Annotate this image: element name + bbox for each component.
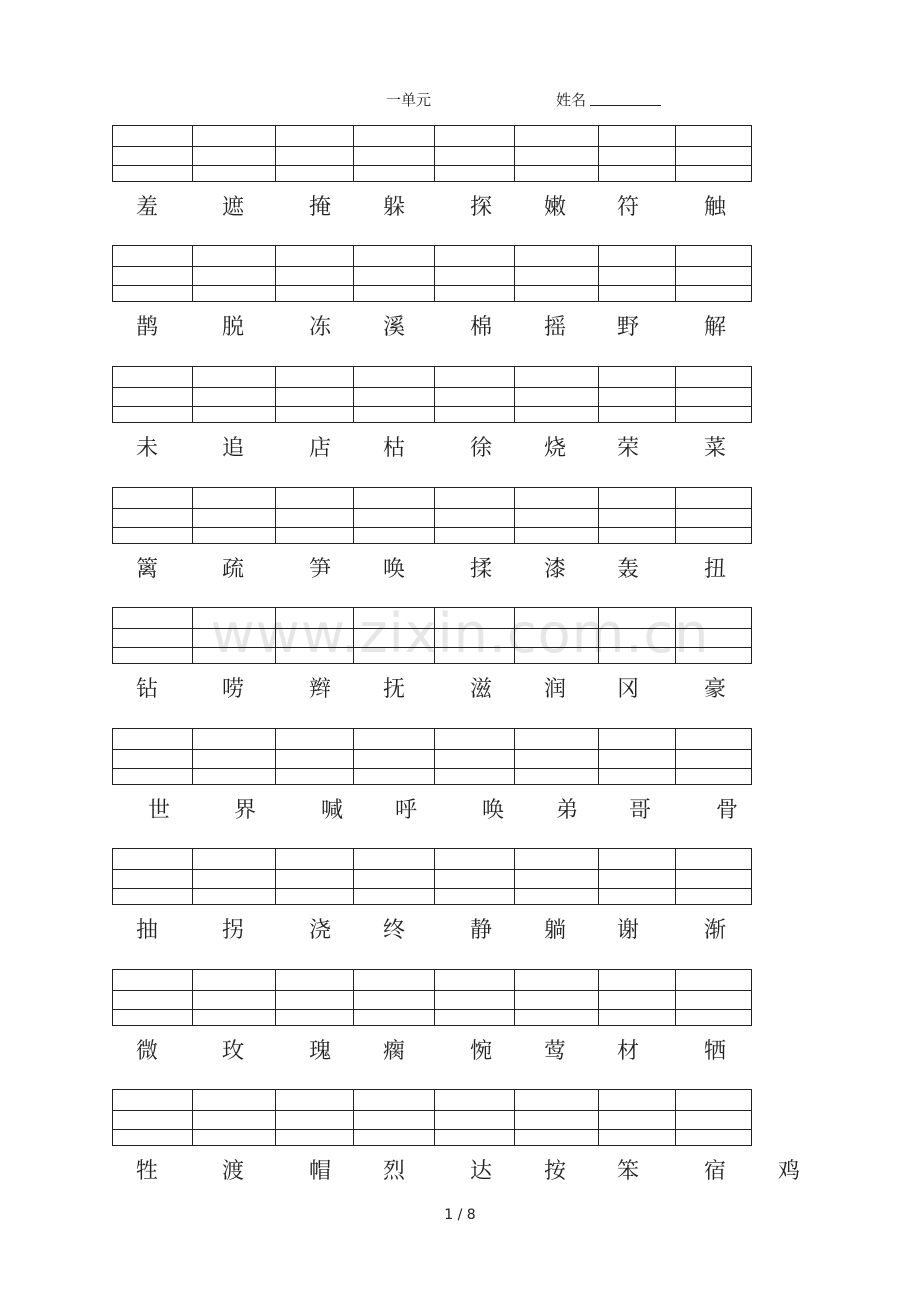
character-row [0,1156,920,1188]
grid-column-line [514,488,515,543]
grid-row-line [113,1129,751,1130]
grid-row-line [113,990,751,991]
practice-character: 冈 [616,677,639,702]
grid-column-line [675,970,676,1025]
practice-character: 拐 [221,918,244,943]
practice-character: 菜 [703,436,726,461]
character-row [0,915,920,947]
practice-character: 触 [703,195,726,220]
practice-character: 惋 [469,1039,492,1064]
practice-character: 躲 [382,195,405,220]
grid-column-line [514,849,515,904]
practice-character: 界 [233,798,256,823]
practice-block [0,728,920,828]
practice-character: 哥 [628,798,651,823]
practice-block [0,125,920,225]
grid-row-line [113,628,751,629]
grid-column-line [675,367,676,422]
grid-column-line [353,608,354,663]
grid-column-line [514,970,515,1025]
practice-character: 瑰 [308,1039,331,1064]
grid-column-line [434,488,435,543]
practice-block [0,607,920,707]
writing-grid [112,848,752,905]
grid-row-line [113,869,751,870]
practice-character: 牲 [135,1159,158,1184]
writing-grid [112,487,752,544]
writing-grid [112,728,752,785]
grid-column-line [434,970,435,1025]
grid-row-line [113,266,751,267]
grid-column-line [675,126,676,181]
character-row [0,554,920,586]
practice-character: 掩 [308,195,331,220]
practice-character: 遮 [221,195,244,220]
writing-grid [112,607,752,664]
grid-column-line [192,126,193,181]
practice-character: 帽 [308,1159,331,1184]
page-indicator: 1 / 8 [444,1207,476,1223]
practice-character: 玫 [221,1039,244,1064]
practice-character: 牺 [703,1039,726,1064]
name-label: 姓名 [556,91,587,109]
practice-character: 钻 [135,677,158,702]
grid-column-line [192,1090,193,1145]
grid-row-line [113,647,751,648]
grid-column-line [514,1090,515,1145]
grid-row-line [113,1009,751,1010]
practice-character: 世 [147,798,170,823]
grid-column-line [514,729,515,784]
grid-row-line [113,888,751,889]
practice-character: 鸡 [777,1159,800,1184]
practice-character: 辫 [308,677,331,702]
grid-column-line [434,126,435,181]
writing-grid [112,245,752,302]
grid-column-line [353,367,354,422]
practice-character: 溪 [382,315,405,340]
practice-character: 躺 [543,918,566,943]
practice-block [0,245,920,345]
practice-character: 揉 [469,557,492,582]
grid-column-line [598,608,599,663]
grid-column-line [275,488,276,543]
grid-column-line [192,246,193,301]
grid-column-line [514,608,515,663]
character-row [0,433,920,465]
grid-column-line [514,246,515,301]
writing-grid [112,366,752,423]
grid-row-line [113,165,751,166]
grid-column-line [275,729,276,784]
grid-column-line [434,367,435,422]
grid-column-line [353,849,354,904]
grid-column-line [675,608,676,663]
practice-character: 烈 [382,1159,405,1184]
grid-column-line [353,970,354,1025]
practice-character: 解 [703,315,726,340]
grid-row-line [113,146,751,147]
worksheet-header [0,89,920,111]
practice-character: 漆 [543,557,566,582]
practice-character: 符 [616,195,639,220]
practice-character: 唤 [382,557,405,582]
practice-character: 喊 [320,798,343,823]
grid-column-line [353,488,354,543]
practice-character: 抚 [382,677,405,702]
grid-column-line [675,246,676,301]
practice-character: 达 [469,1159,492,1184]
writing-grid [112,969,752,1026]
character-row [0,795,920,827]
practice-character: 静 [469,918,492,943]
writing-grid [112,1089,752,1146]
grid-column-line [434,608,435,663]
grid-column-line [598,246,599,301]
practice-character: 谢 [616,918,639,943]
grid-column-line [434,729,435,784]
grid-row-line [113,387,751,388]
grid-column-line [598,729,599,784]
grid-column-line [192,849,193,904]
practice-character: 棉 [469,315,492,340]
practice-character: 嫩 [543,195,566,220]
grid-column-line [353,246,354,301]
grid-column-line [192,608,193,663]
practice-character: 渡 [221,1159,244,1184]
unit-title: 一单元 [386,91,432,109]
practice-character: 渐 [703,918,726,943]
character-row [0,674,920,706]
practice-character: 摇 [543,315,566,340]
grid-column-line [275,246,276,301]
practice-character: 篱 [135,557,158,582]
grid-column-line [675,849,676,904]
grid-column-line [275,1090,276,1145]
grid-column-line [275,367,276,422]
practice-character: 笨 [616,1159,639,1184]
grid-column-line [514,126,515,181]
character-row [0,312,920,344]
watermark: www.zixin.com.cn [210,602,710,665]
practice-character: 鹊 [135,315,158,340]
practice-character: 终 [382,918,405,943]
practice-character: 唠 [221,677,244,702]
grid-column-line [192,729,193,784]
writing-grid [112,125,752,182]
grid-column-line [434,246,435,301]
grid-column-line [275,970,276,1025]
grid-column-line [353,126,354,181]
practice-character: 瘸 [382,1039,405,1064]
grid-column-line [353,1090,354,1145]
practice-character: 未 [135,436,158,461]
practice-character: 野 [616,315,639,340]
grid-column-line [598,488,599,543]
practice-block [0,366,920,466]
practice-character: 徐 [469,436,492,461]
practice-character: 材 [616,1039,639,1064]
practice-character: 扭 [703,557,726,582]
grid-column-line [598,367,599,422]
grid-column-line [275,608,276,663]
grid-row-line [113,406,751,407]
practice-character: 脱 [221,315,244,340]
practice-character: 浇 [308,918,331,943]
practice-character: 莺 [543,1039,566,1064]
practice-character: 抽 [135,918,158,943]
practice-block [0,848,920,948]
practice-character: 润 [543,677,566,702]
grid-column-line [192,970,193,1025]
grid-column-line [675,729,676,784]
practice-character: 烧 [543,436,566,461]
practice-block [0,1089,920,1189]
practice-character: 豪 [703,677,726,702]
practice-character: 探 [469,195,492,220]
grid-row-line [113,527,751,528]
grid-column-line [598,970,599,1025]
grid-column-line [675,488,676,543]
grid-column-line [434,849,435,904]
practice-character: 唤 [481,798,504,823]
practice-character: 店 [308,436,331,461]
practice-character: 宿 [703,1159,726,1184]
grid-column-line [275,126,276,181]
grid-column-line [598,849,599,904]
practice-character: 骨 [715,798,738,823]
practice-character: 呼 [394,798,417,823]
grid-column-line [192,488,193,543]
grid-column-line [514,367,515,422]
grid-column-line [434,1090,435,1145]
practice-character: 冻 [308,315,331,340]
character-row [0,192,920,224]
grid-row-line [113,768,751,769]
name-blank-line [590,105,661,106]
grid-row-line [113,508,751,509]
practice-character: 追 [221,436,244,461]
practice-character: 微 [135,1039,158,1064]
grid-column-line [192,367,193,422]
practice-block [0,969,920,1069]
practice-block [0,487,920,587]
practice-character: 弟 [555,798,578,823]
practice-character: 滋 [469,677,492,702]
practice-character: 笋 [308,557,331,582]
grid-row-line [113,1110,751,1111]
practice-character: 荣 [616,436,639,461]
practice-character: 轰 [616,557,639,582]
grid-column-line [675,1090,676,1145]
grid-column-line [353,729,354,784]
practice-character: 按 [543,1159,566,1184]
grid-column-line [275,849,276,904]
grid-column-line [598,126,599,181]
practice-character: 疏 [221,557,244,582]
grid-column-line [598,1090,599,1145]
practice-character: 枯 [382,436,405,461]
practice-character: 羞 [135,195,158,220]
grid-row-line [113,285,751,286]
character-row [0,1036,920,1068]
grid-row-line [113,749,751,750]
